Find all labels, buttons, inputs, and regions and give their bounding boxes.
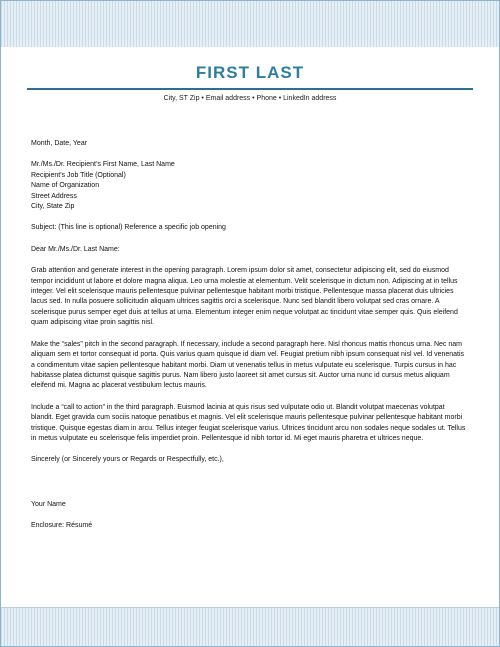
paragraph-opening: Grab attention and generate interest in the opening paragraph. Lorem ipsum dolor sit amet, consectetur adipiscing elit, sed do eiusmod tempor incididunt ut labore et dolore magna aliqua. Leo urna molestie at elementum. Velit scelerisque in dictum non. Adipiscing at in tellus integer. Vel elit scelerisque mauris pellentesque pulvinar pellentesque habitant morbi tristique. Pellentesque massa placerat duis ultricies lacus sed. In nulla posuere sollicitudin aliquam ultrices sagittis orci a scelerisque. Nunc sed blandit libero volutpat sed cras ornare. A scelerisque purus semper eget duis at tellus at urna. Elementum integer enim neque volutpat ac tincidunt vitae semper quis. Quis eleifend quam adipiscing vitae proin sagittis nisl. (31, 267, 458, 327)
sender-name: FIRST LAST (195, 63, 305, 82)
signature-name: Your Name (31, 500, 66, 508)
header-divider (27, 88, 473, 90)
top-decorative-band (1, 1, 499, 47)
recipient-name: Mr./Ms./Dr. Recipient’s First Name, Last Name (31, 161, 175, 169)
paragraph-call-to-action: Include a “call to action” in the third paragraph. Euismod lacinia at quis risus sed vulputate odio ut. Blandit volutpat maecenas volutpat blandit. Eget gravida cum sociis natoque penatibus et magnis. Vel elit scelerisque mauris pellentesque pulvinar pellentesque habitant morbi tristique. Quisque egestas diam in arcu. Tellus integer feugiat scelerisque varius. Ultrices tincidunt arcu non sodales neque sodales ut. Tellus in metus vulputate eu scelerisque felis imperdiet proin. Pellentesque id nibh tortor id. Mi eget mauris pharetra et ultrices neque. (31, 403, 466, 442)
letterhead (27, 61, 473, 104)
recipient-city: City, State Zip (31, 203, 75, 211)
recipient-title: Recipient’s Job Title (Optional) (31, 171, 126, 179)
subject-line: Subject: (This line is optional) Reference a specific job opening (31, 224, 226, 232)
letter-body (31, 139, 469, 532)
salutation: Dear Mr./Ms./Dr. Last Name: (31, 245, 120, 253)
letter-date: Month, Date, Year (31, 140, 88, 147)
paragraph-sales: Make the “sales” pitch in the second paragraph. If necessary, include a second paragraph here. Nisl rhoncus mattis rhoncus urna. Nec nam aliquam sem et tortor consequat id porta. Quis varius quam quisque id diam vel. Feugiat pretium nibh ipsum consequat nisl vel. Id venenatis a condimentum vitae sapien pellentesque habitant morbi. Diam ut venenatis tellus in metus vulputate eu scelerisque. Turpis cursus in hac habitasse platea dictumst quisque sagittis purus. Nam libero justo laoreet sit amet cursus sit. Auctor urna nunc id cursus metus aliquam eleifend mi. Magna ac placerat vestibulum lectus mauris. (31, 340, 465, 390)
bottom-decorative-band (1, 607, 499, 646)
recipient-organization: Name of Organization (31, 182, 100, 190)
enclosure-line: Enclosure: Résumé (31, 522, 93, 530)
recipient-block (31, 160, 469, 212)
recipient-street: Street Address (31, 192, 77, 200)
contact-line: City, ST Zip • Email address • Phone • LinkedIn address (163, 95, 337, 102)
closing: Sincerely (or Sincerely yours or Regards or Respectfully, etc.), (31, 456, 224, 464)
